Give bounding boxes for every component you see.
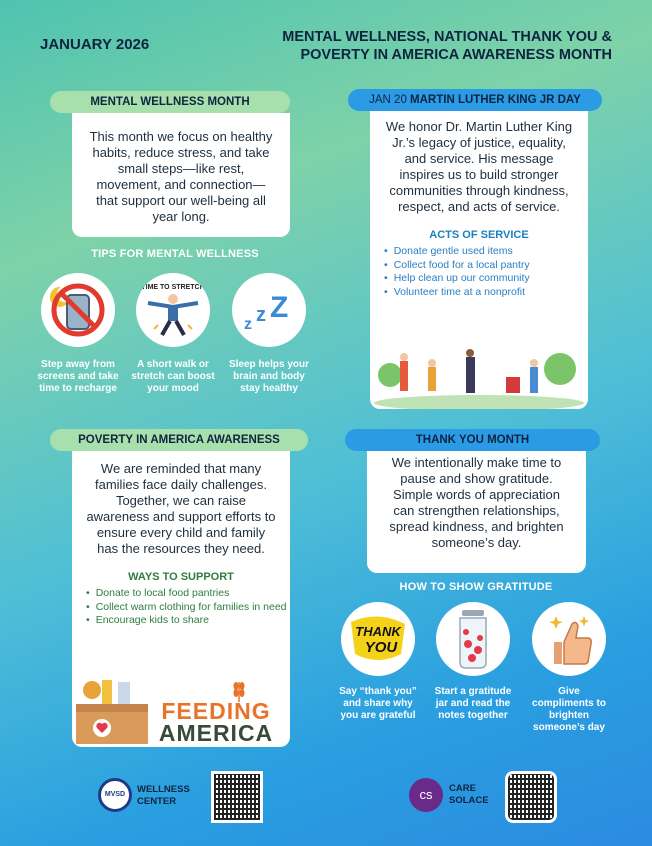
mental-wellness-pill: MENTAL WELLNESS MONTH <box>50 91 290 113</box>
volunteers-illustration <box>370 339 588 409</box>
mlk-label: MARTIN LUTHER KING JR DAY <box>410 94 581 106</box>
care-solace-mark <box>409 778 443 812</box>
acts-list <box>384 245 588 299</box>
feeding-word: FEEDING <box>161 698 271 724</box>
mlk-body: We honor Dr. Martin Luther King Jr.’s legacy of justice, equality, and service. His message inspires us to build stronger communities through kindness, respect, and acts of service. <box>385 119 573 214</box>
list-item: • Collect food for a local pantry <box>384 259 588 273</box>
food-box-illustration <box>72 676 150 746</box>
care-solace-mark-text: cs <box>419 787 433 802</box>
care-solace-logo <box>449 783 489 807</box>
care-line1: CARE <box>449 783 476 794</box>
mlk-pill <box>348 89 602 111</box>
list-item: • Donate gentle used items <box>384 245 588 259</box>
no-phone-icon <box>41 273 115 347</box>
list-item: • Donate to local food pantries <box>86 587 290 601</box>
wellness-center-logo <box>137 784 190 808</box>
thank-you-bubble-icon <box>341 602 415 676</box>
thank-you-body: We intentionally make time to pause and show gratitude. Simple words of appreciation can strengthen relationships, spread kindness, and brighten someone’s day. <box>389 455 564 550</box>
svg-text:z: z <box>244 316 252 333</box>
tip-caption-1: Step away from screens and take time to recharge <box>37 359 119 394</box>
mlk-card <box>370 111 588 409</box>
district-seal-text: MVSD <box>104 791 126 798</box>
mental-wellness-card <box>72 113 290 237</box>
page-title <box>282 28 612 64</box>
feeding-america-logo <box>150 700 282 744</box>
ways-title: WAYS TO SUPPORT <box>128 571 234 583</box>
gratitude-caption-3: Give compliments to brighten someone’s day <box>532 686 606 733</box>
wheat-icon <box>232 678 246 702</box>
gratitude-caption-1: Say “thank you” and share why you are grateful <box>339 686 417 721</box>
tips-heading: TIPS FOR MENTAL WELLNESS <box>91 248 259 260</box>
gratitude-caption-2: Start a gratitude jar and read the notes together <box>434 686 512 721</box>
wellness-line1: WELLNESS <box>137 784 190 795</box>
thank-art-line1: THANK <box>355 624 401 639</box>
poverty-body: We are reminded that many families face daily challenges. Together, we can raise awareness and support efforts to ensure every child and family has the resources they need. <box>86 461 276 556</box>
thumbs-up-icon <box>532 602 606 676</box>
tip-caption-2: A short walk or stretch can boost your mood <box>131 359 215 394</box>
wellness-line2: CENTER <box>137 796 177 807</box>
tip-caption-3: Sleep helps your brain and body stay healthy <box>228 359 310 394</box>
stretch-art-text: TIME TO STRETCH <box>141 284 205 291</box>
care-solace-qr-code[interactable] <box>505 771 557 823</box>
list-item: • Volunteer time at a nonprofit <box>384 286 588 300</box>
sleep-zzz-icon <box>232 273 306 347</box>
poverty-pill: POVERTY IN AMERICA AWARENESS <box>50 429 308 451</box>
wellness-qr-code[interactable] <box>211 771 263 823</box>
page-title-line1: MENTAL WELLNESS, NATIONAL THANK YOU & <box>282 29 612 45</box>
thank-you-pill: THANK YOU MONTH <box>345 429 600 451</box>
ways-list <box>86 587 290 628</box>
mlk-date: JAN 20 <box>369 94 407 106</box>
list-item: • Collect warm clothing for families in need <box>86 601 290 615</box>
list-item: • Help clean up our community <box>384 272 588 286</box>
svg-text:Z: Z <box>270 291 289 324</box>
america-word: AMERICA <box>158 720 274 746</box>
gratitude-heading: HOW TO SHOW GRATITUDE <box>399 581 553 593</box>
page-title-line2: POVERTY IN AMERICA AWARENESS MONTH <box>300 47 612 63</box>
acts-title: ACTS OF SERVICE <box>429 229 529 241</box>
thank-you-card <box>367 451 586 573</box>
svg-text:z: z <box>256 304 266 326</box>
list-item: • Encourage kids to share <box>86 614 290 628</box>
care-line2: SOLACE <box>449 795 489 806</box>
district-seal-logo <box>98 778 132 812</box>
month-label: JANUARY 2026 <box>40 36 150 53</box>
thank-art-line2: YOU <box>364 639 398 656</box>
mental-wellness-body: This month we focus on healthy habits, reduce stress, and take small steps—like rest, movement, and connection—that support our well-being all year long. <box>89 129 273 224</box>
stretch-icon <box>136 273 210 347</box>
gratitude-jar-icon <box>436 602 510 676</box>
